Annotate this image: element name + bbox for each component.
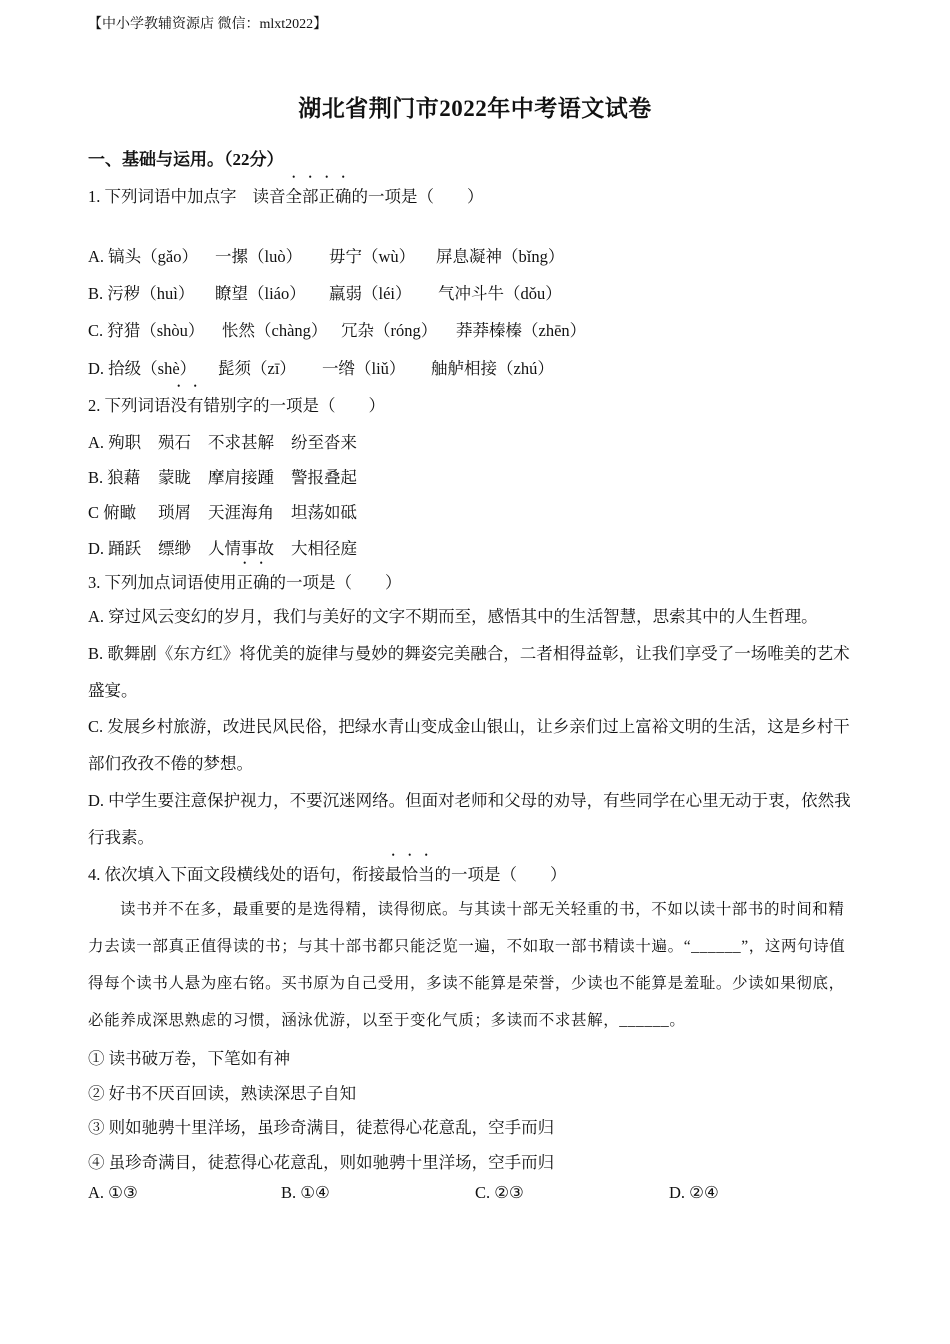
choice-d: D. ②④: [669, 1183, 719, 1202]
question-1-stem: 1. 下列词语中加点字 读音全部正确的一项是（ ）: [88, 187, 484, 206]
q3-option-d: D. 中学生要注意保护视力，不要沉迷网络。但面对老师和父母的劝导，有些同学在心里无动于衷，依然我行我素。: [88, 791, 851, 847]
q3-option-a: A. 穿过风云变幻的岁月，我们与美好的文字不期而至，感悟其中的生活智慧，思索其中的人生哲理。: [88, 607, 818, 626]
q4-item-4: ④ 虽珍奇满目，徒惹得心花意乱，则如驰骋十里洋场，空手而归: [88, 1153, 555, 1172]
dotted-text: 最恰当: [385, 865, 435, 884]
q3-option-b: B. 歌舞剧《东方红》将优美的旋律与曼妙的舞姿完美融合，二者相得益彰，让我们享受了一场唯美的艺术盛宴。: [88, 644, 850, 700]
q4-item-2: ② 好书不厌百回读，熟读深思子自知: [88, 1084, 357, 1103]
question-2-stem: 2. 下列词语没有错别字的一项是（ ）: [88, 396, 385, 415]
choice-b: B. ①④: [281, 1183, 330, 1202]
dotted-text: 正确: [236, 573, 270, 592]
page-header: 【中小学教辅资源店 微信：mlxt2022】: [88, 17, 328, 32]
page-title: 湖北省荆门市2022年中考语文试卷: [298, 96, 652, 121]
q3-option-c: C. 发展乡村旅游，改进民风民俗，把绿水青山变成金山银山，让乡亲们过上富裕文明的生活，这是乡村干部们孜孜不倦的梦想。: [88, 717, 850, 773]
q4-item-3: ③ 则如驰骋十里洋场，虽珍奇满目，徒惹得心花意乱，空手而归: [88, 1118, 555, 1137]
q4-item-1: ① 读书破万卷，下笔如有神: [88, 1049, 291, 1068]
dotted-text: 没有: [170, 396, 204, 415]
choice-c: C. ②③: [475, 1183, 524, 1202]
section-heading: 一、基础与运用。（22分）: [88, 150, 284, 169]
choice-a: A. ①③: [88, 1183, 138, 1202]
dotted-text: 全部正确: [285, 187, 352, 206]
question-4-stem: 4. 依次填入下面文段横线处的语句，衔接最恰当的一项是（ ）: [88, 865, 567, 884]
reading-passage: 读书并不在多，最重要的是选得精，读得彻底。与其读十部无关轻重的书，不如以读十部书的时间和精力去读一部真正值得读的书；与其十部书都只能泛览一遍，不如取一部书精读十遍。“______”，这两句诗值得每个读书人悬为座右铭。买书原为自己受用，多读不能算是荣誉，少读也不能算是羞耻。少读如果彻底，必能养成深思熟虑的习惯，涵泳优游，以至于变化气质；多读而不求甚解，______。: [88, 901, 846, 1029]
question-3-stem: 3. 下列加点词语使用正确的一项是（ ）: [88, 573, 402, 592]
